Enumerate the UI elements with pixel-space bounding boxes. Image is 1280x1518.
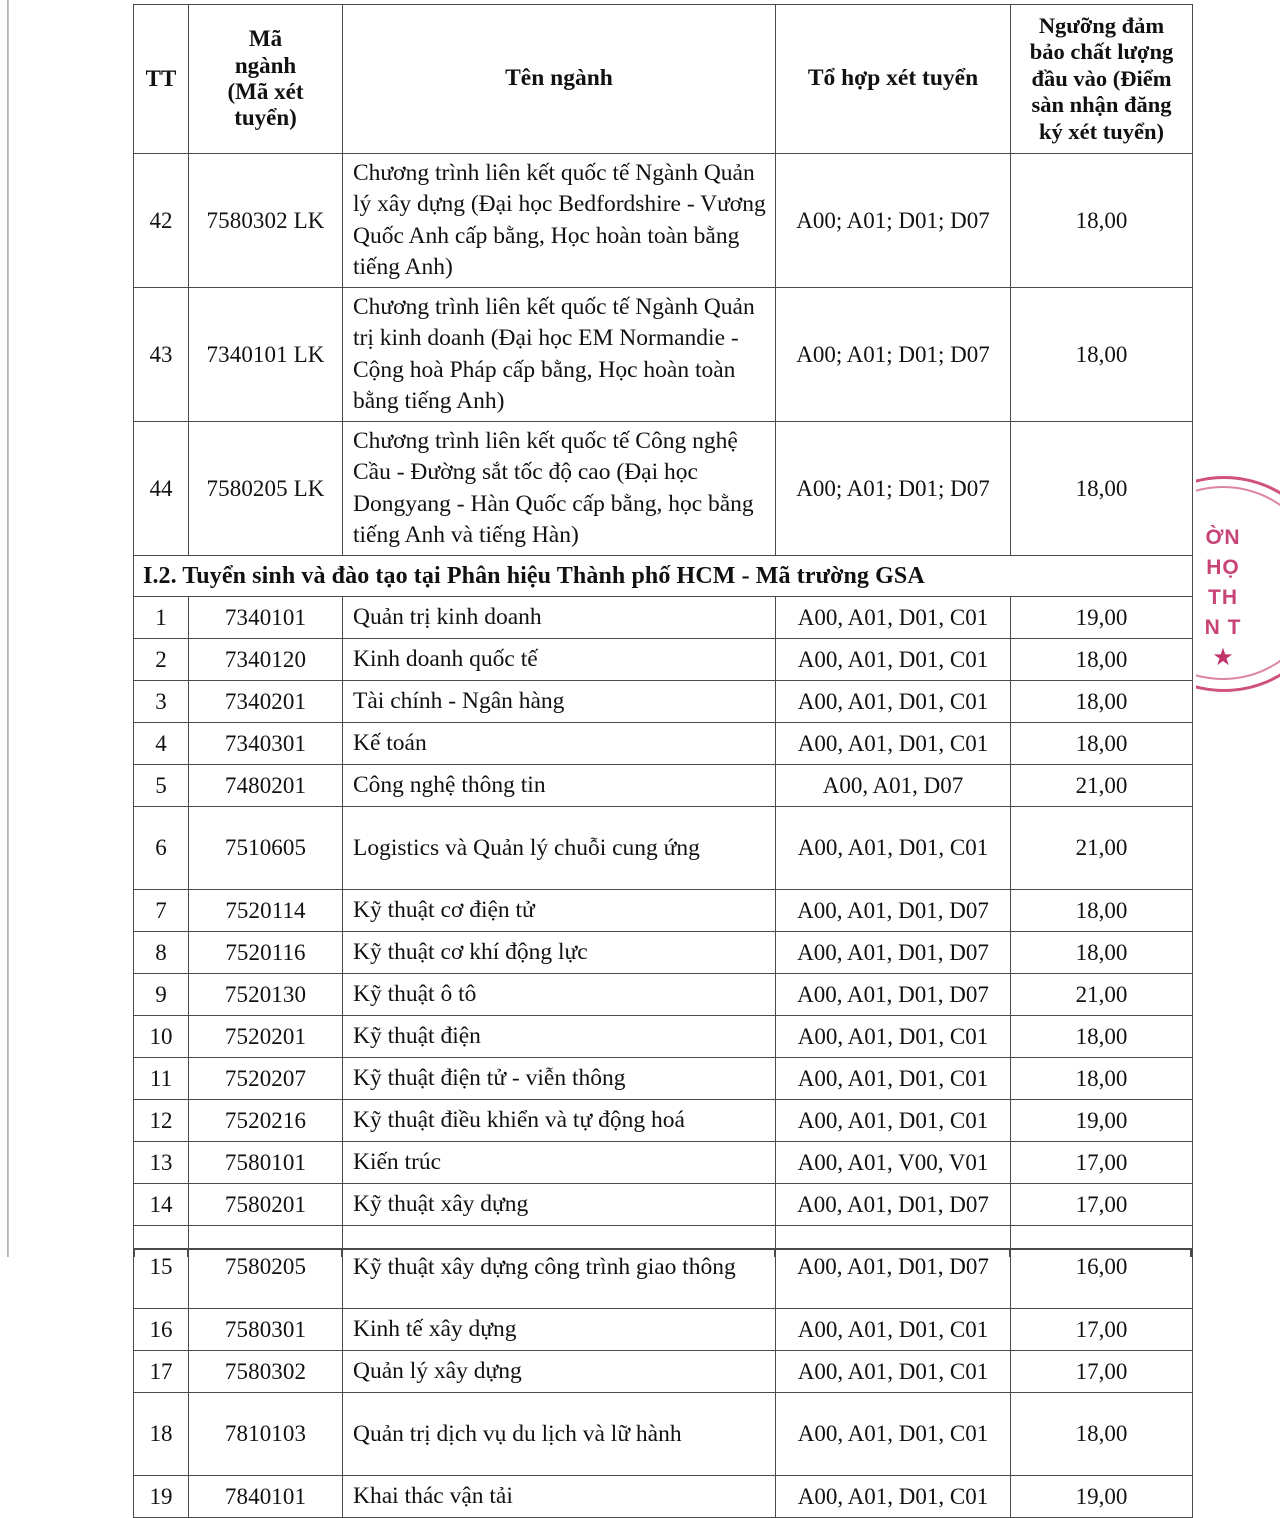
row-cell-subject-combination: A00, A01, D01, C01: [776, 1100, 1011, 1142]
row-cell-major-name: Chương trình liên kết quốc tế Ngành Quản trị kinh doanh (Đại học EM Normandie - Cộng hoà Pháp cấp bằng, Học hoàn toàn bằng tiếng Anh): [343, 288, 776, 422]
row-cell-subject-combination: A00, A01, D01, C01: [776, 1016, 1011, 1058]
row-cell-major-code: 7340101 LK: [189, 288, 343, 422]
row-cell-threshold-score: 17,00: [1011, 1142, 1193, 1184]
column-header-threshold-score: [1011, 5, 1193, 154]
row-cell-major-name: Kinh tế xây dựng: [343, 1309, 776, 1351]
row-cell-major-code: 7520130: [189, 974, 343, 1016]
table-clipped-row-hint: [133, 1248, 1192, 1257]
row-cell-subject-combination: A00, A01, D01, D07: [776, 1226, 1011, 1309]
row-cell-tt: 19: [134, 1476, 189, 1518]
seal-outer-ring: [1196, 476, 1280, 692]
row-cell-subject-combination: A00, A01, D01, D07: [776, 1184, 1011, 1226]
row-cell-subject-combination: A00, A01, V00, V01: [776, 1142, 1011, 1184]
row-cell-major-name: Kỹ thuật điều khiển và tự động hoá: [343, 1100, 776, 1142]
column-header-major-code-line1: Mã: [248, 26, 283, 52]
row-cell-tt: 17: [134, 1351, 189, 1393]
seal-text-line3: TH: [1208, 586, 1238, 609]
row-cell-major-name: Logistics và Quản lý chuỗi cung ứng: [343, 807, 776, 890]
table-row: [134, 765, 1193, 807]
table-row: [134, 1184, 1193, 1226]
row-cell-major-name: Kỹ thuật xây dựng công trình giao thông: [343, 1226, 776, 1309]
row-cell-threshold-score: 19,00: [1011, 1476, 1193, 1518]
row-cell-major-code: 7340301: [189, 723, 343, 765]
row-cell-major-name: Kỹ thuật cơ điện tử: [343, 890, 776, 932]
column-header-major-code-line4: tuyển): [234, 105, 297, 131]
row-cell-major-code: 7520216: [189, 1100, 343, 1142]
table-row: [134, 890, 1193, 932]
table-row: [134, 1100, 1193, 1142]
row-cell-threshold-score: 18,00: [1011, 1058, 1193, 1100]
row-cell-threshold-score: 16,00: [1011, 1226, 1193, 1309]
row-cell-threshold-score: 18,00: [1011, 1393, 1193, 1476]
row-cell-major-code: 7580302: [189, 1351, 343, 1393]
row-cell-threshold-score: 18,00: [1011, 639, 1193, 681]
row-cell-threshold-score: 18,00: [1011, 890, 1193, 932]
page-edge-shadow: [7, 0, 9, 1257]
row-cell-major-code: 7510605: [189, 807, 343, 890]
row-cell-major-name: Công nghệ thông tin: [343, 765, 776, 807]
table-row: [134, 1393, 1193, 1476]
row-cell-major-name: Quản trị dịch vụ du lịch và lữ hành: [343, 1393, 776, 1476]
row-cell-major-code: 7480201: [189, 765, 343, 807]
row-cell-tt: 43: [134, 288, 189, 422]
row-cell-major-name: Kỹ thuật điện: [343, 1016, 776, 1058]
row-cell-subject-combination: A00, A01, D01, C01: [776, 1309, 1011, 1351]
row-cell-subject-combination: A00; A01; D01; D07: [776, 422, 1011, 556]
table-row: [134, 681, 1193, 723]
table-row: [134, 1226, 1193, 1309]
row-cell-subject-combination: A00, A01, D01, D07: [776, 932, 1011, 974]
column-header-threshold-line5: ký xét tuyển): [1039, 118, 1164, 144]
seal-inner-ring: [1196, 486, 1280, 680]
row-cell-major-code: 7580205: [189, 1226, 343, 1309]
row-cell-tt: 8: [134, 932, 189, 974]
table-row: [134, 1058, 1193, 1100]
row-cell-subject-combination: A00, A01, D01, D07: [776, 974, 1011, 1016]
row-cell-subject-combination: A00, A01, D01, C01: [776, 723, 1011, 765]
page-margin-left: [0, 0, 7, 1257]
row-cell-major-code: 7580302 LK: [189, 154, 343, 288]
table-row: [134, 932, 1193, 974]
row-cell-tt: 42: [134, 154, 189, 288]
official-red-seal: [1196, 470, 1280, 695]
row-cell-subject-combination: A00, A01, D07: [776, 765, 1011, 807]
table-row: [134, 1142, 1193, 1184]
column-header-threshold-line1: Ngưỡng đảm: [1038, 12, 1165, 38]
row-cell-threshold-score: 19,00: [1011, 1100, 1193, 1142]
row-cell-major-code: 7340201: [189, 681, 343, 723]
row-cell-threshold-score: 19,00: [1011, 597, 1193, 639]
row-cell-tt: 15: [134, 1226, 189, 1309]
row-cell-threshold-score: 17,00: [1011, 1184, 1193, 1226]
row-cell-major-name: Khai thác vận tải: [343, 1476, 776, 1518]
row-cell-subject-combination: A00, A01, D01, C01: [776, 597, 1011, 639]
row-cell-threshold-score: 18,00: [1011, 1016, 1193, 1058]
row-cell-tt: 2: [134, 639, 189, 681]
row-cell-major-name: Kỹ thuật cơ khí động lực: [343, 932, 776, 974]
table-row: [134, 807, 1193, 890]
table-body: [134, 154, 1193, 1518]
row-cell-major-name: Quản trị kinh doanh: [343, 597, 776, 639]
row-cell-subject-combination: A00; A01; D01; D07: [776, 288, 1011, 422]
row-cell-subject-combination: A00, A01, D01, D07: [776, 890, 1011, 932]
row-cell-tt: 3: [134, 681, 189, 723]
table-header: [134, 5, 1193, 154]
column-header-major-code-line3: (Mã xét: [227, 79, 304, 104]
row-cell-major-code: 7580101: [189, 1142, 343, 1184]
row-cell-subject-combination: A00, A01, D01, C01: [776, 1058, 1011, 1100]
row-cell-major-name: Tài chính - Ngân hàng: [343, 681, 776, 723]
table-row: [134, 597, 1193, 639]
table-header-row: [134, 5, 1193, 154]
table-row: [134, 1309, 1193, 1351]
column-header-subject-combination: Tổ hợp xét tuyển: [776, 5, 1011, 154]
row-cell-major-name: Chương trình liên kết quốc tế Ngành Quản lý xây dựng (Đại học Bedfordshire - Vương Quốc Anh cấp bằng, Học hoàn toàn bằng tiếng Anh): [343, 154, 776, 288]
row-cell-tt: 18: [134, 1393, 189, 1476]
table-row: [134, 288, 1193, 422]
table-row: [134, 422, 1193, 556]
row-cell-major-code: 7580205 LK: [189, 422, 343, 556]
column-header-major-name: Tên ngành: [343, 5, 776, 154]
column-header-threshold-line3: đầu vào (Điểm: [1031, 65, 1172, 91]
row-cell-major-code: 7580201: [189, 1184, 343, 1226]
table-row: [134, 723, 1193, 765]
row-cell-threshold-score: 18,00: [1011, 288, 1193, 422]
row-cell-tt: 11: [134, 1058, 189, 1100]
table-section-header-row: [134, 556, 1193, 597]
table-row: [134, 974, 1193, 1016]
row-cell-major-code: 7520207: [189, 1058, 343, 1100]
row-cell-major-code: 7810103: [189, 1393, 343, 1476]
seal-text-line2: HỌ: [1206, 556, 1240, 579]
row-cell-subject-combination: A00, A01, D01, C01: [776, 1393, 1011, 1476]
row-cell-tt: 14: [134, 1184, 189, 1226]
row-cell-threshold-score: 18,00: [1011, 154, 1193, 288]
row-cell-tt: 44: [134, 422, 189, 556]
column-header-tt: TT: [134, 5, 189, 154]
row-cell-threshold-score: 21,00: [1011, 807, 1193, 890]
table-row: [134, 1351, 1193, 1393]
row-cell-tt: 6: [134, 807, 189, 890]
row-cell-subject-combination: A00, A01, D01, C01: [776, 639, 1011, 681]
row-cell-subject-combination: A00, A01, D01, C01: [776, 1476, 1011, 1518]
table-row: [134, 1016, 1193, 1058]
row-cell-major-name: Kinh doanh quốc tế: [343, 639, 776, 681]
row-cell-threshold-score: 18,00: [1011, 422, 1193, 556]
row-cell-threshold-score: 21,00: [1011, 974, 1193, 1016]
admission-score-table: [133, 4, 1193, 1518]
row-cell-threshold-score: 18,00: [1011, 681, 1193, 723]
row-cell-major-code: 7580301: [189, 1309, 343, 1351]
row-cell-major-code: 7520116: [189, 932, 343, 974]
row-cell-major-code: 7340120: [189, 639, 343, 681]
row-cell-major-name: Kế toán: [343, 723, 776, 765]
column-header-major-code: [189, 5, 343, 154]
row-cell-major-name: Kỹ thuật ô tô: [343, 974, 776, 1016]
row-cell-threshold-score: 18,00: [1011, 932, 1193, 974]
row-cell-tt: 13: [134, 1142, 189, 1184]
table-row: [134, 154, 1193, 288]
row-cell-threshold-score: 17,00: [1011, 1309, 1193, 1351]
row-cell-threshold-score: 21,00: [1011, 765, 1193, 807]
row-cell-tt: 16: [134, 1309, 189, 1351]
section-header-label: I.2. Tuyển sinh và đào tạo tại Phân hiệu Thành phố HCM - Mã trường GSA: [134, 556, 1193, 597]
row-cell-subject-combination: A00, A01, D01, C01: [776, 1351, 1011, 1393]
row-cell-subject-combination: A00, A01, D01, C01: [776, 807, 1011, 890]
row-cell-major-name: Quản lý xây dựng: [343, 1351, 776, 1393]
row-cell-tt: 1: [134, 597, 189, 639]
column-header-major-code-line2: ngành: [234, 52, 297, 78]
seal-text-line1: ỜN: [1205, 526, 1241, 549]
row-cell-major-name: Kỹ thuật xây dựng: [343, 1184, 776, 1226]
row-cell-subject-combination: A00; A01; D01; D07: [776, 154, 1011, 288]
row-cell-tt: 7: [134, 890, 189, 932]
table-row: [134, 639, 1193, 681]
column-header-threshold-line2: bảo chất lượng: [1029, 39, 1174, 65]
row-cell-major-name: Chương trình liên kết quốc tế Công nghệ Cầu - Đường sắt tốc độ cao (Đại học Dongyang - Hàn Quốc cấp bằng, học bằng tiếng Anh và tiếng Hàn): [343, 422, 776, 556]
row-cell-tt: 10: [134, 1016, 189, 1058]
row-cell-major-name: Kiến trúc: [343, 1142, 776, 1184]
row-cell-major-name: Kỹ thuật điện tử - viễn thông: [343, 1058, 776, 1100]
row-cell-subject-combination: A00, A01, D01, C01: [776, 681, 1011, 723]
column-header-threshold-line4: sàn nhận đăng: [1031, 92, 1172, 118]
row-cell-threshold-score: 18,00: [1011, 723, 1193, 765]
row-cell-tt: 4: [134, 723, 189, 765]
row-cell-tt: 12: [134, 1100, 189, 1142]
table-row: [134, 1476, 1193, 1518]
seal-star-icon: ★: [1212, 645, 1234, 671]
row-cell-major-code: 7520201: [189, 1016, 343, 1058]
row-cell-threshold-score: 17,00: [1011, 1351, 1193, 1393]
row-cell-major-code: 7840101: [189, 1476, 343, 1518]
row-cell-major-code: 7520114: [189, 890, 343, 932]
row-cell-tt: 9: [134, 974, 189, 1016]
seal-text-line4: N T: [1204, 616, 1242, 639]
row-cell-tt: 5: [134, 765, 189, 807]
row-cell-major-code: 7340101: [189, 597, 343, 639]
